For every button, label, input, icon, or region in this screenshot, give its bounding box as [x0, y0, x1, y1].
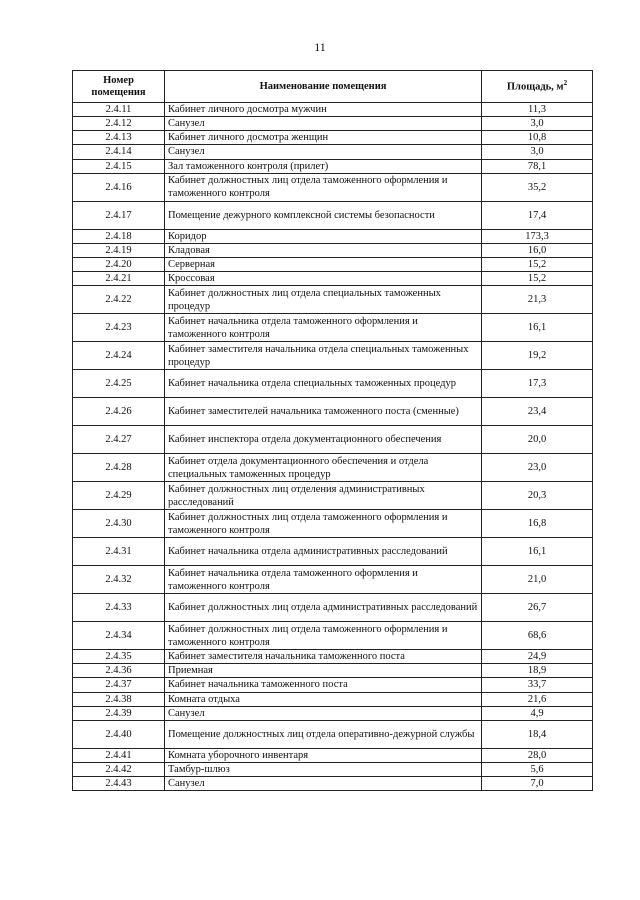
- room-area: 17,3: [482, 370, 593, 398]
- room-name: Кабинет должностных лиц отдела специальных таможенных процедур: [165, 286, 482, 314]
- table-row: [73, 538, 593, 566]
- room-name: Приемная: [165, 664, 482, 678]
- room-name: Кабинет начальника отдела административных расследований: [165, 538, 482, 566]
- room-number: 2.4.41: [73, 748, 165, 762]
- room-area: 18,9: [482, 664, 593, 678]
- table-row: [73, 201, 593, 229]
- table-row: [73, 103, 593, 117]
- table-row: [73, 594, 593, 622]
- room-number: 2.4.39: [73, 706, 165, 720]
- room-name: Санузел: [165, 117, 482, 131]
- room-name: Кабинет должностных лиц отделения административных расследований: [165, 482, 482, 510]
- room-number: 2.4.37: [73, 678, 165, 692]
- table-row: [73, 243, 593, 257]
- table-row: [73, 622, 593, 650]
- table-row: [73, 762, 593, 776]
- room-number: 2.4.27: [73, 426, 165, 454]
- room-name: Кабинет личного досмотра женщин: [165, 131, 482, 145]
- table-row: [73, 314, 593, 342]
- table-row: [73, 678, 593, 692]
- room-area: 16,1: [482, 314, 593, 342]
- table-row: [73, 426, 593, 454]
- room-area: 11,3: [482, 103, 593, 117]
- room-name: Комната отдыха: [165, 692, 482, 706]
- page-number: 11: [314, 40, 326, 54]
- room-name: Помещение должностных лиц отдела оперативно-дежурной службы: [165, 720, 482, 748]
- room-area: 18,4: [482, 720, 593, 748]
- room-name: Кабинет должностных лиц отдела таможенного оформления и таможенного контроля: [165, 622, 482, 650]
- table-row: [73, 398, 593, 426]
- room-area: 173,3: [482, 229, 593, 243]
- room-area: 15,2: [482, 272, 593, 286]
- room-name: Кабинет начальника отдела специальных таможенных процедур: [165, 370, 482, 398]
- table-row: [73, 145, 593, 159]
- room-name: Кабинет должностных лиц отдела таможенного оформления и таможенного контроля: [165, 173, 482, 201]
- table-row: [73, 342, 593, 370]
- room-area: 68,6: [482, 622, 593, 650]
- room-name: Кабинет начальника отдела таможенного оформления и таможенного контроля: [165, 314, 482, 342]
- table-row: [73, 748, 593, 762]
- table-row: [73, 286, 593, 314]
- room-area: 16,8: [482, 510, 593, 538]
- room-area: 35,2: [482, 173, 593, 201]
- room-number: 2.4.32: [73, 566, 165, 594]
- room-area: 3,0: [482, 145, 593, 159]
- table-row: [73, 664, 593, 678]
- header-room-number: Номер помещения: [73, 71, 165, 103]
- room-number: 2.4.36: [73, 664, 165, 678]
- room-number: 2.4.15: [73, 159, 165, 173]
- room-name: Помещение дежурного комплексной системы безопасности: [165, 201, 482, 229]
- room-area: 26,7: [482, 594, 593, 622]
- table-row: [73, 510, 593, 538]
- header-area-label: Площадь, м: [506, 81, 564, 93]
- table-row: [73, 159, 593, 173]
- table-row: [73, 173, 593, 201]
- room-area: 4,9: [482, 706, 593, 720]
- room-name: Кабинет отдела документационного обеспечения и отдела специальных таможенных процедур: [165, 454, 482, 482]
- room-number: 2.4.30: [73, 510, 165, 538]
- table-row: [73, 272, 593, 286]
- room-area: 16,1: [482, 538, 593, 566]
- room-name: Коридор: [165, 229, 482, 243]
- table-row: [73, 131, 593, 145]
- room-area: 24,9: [482, 650, 593, 664]
- table-row: [73, 370, 593, 398]
- room-area: 23,0: [482, 454, 593, 482]
- room-name: Кабинет начальника таможенного поста: [165, 678, 482, 692]
- room-name: Кроссовая: [165, 272, 482, 286]
- room-name: Кабинет заместителя начальника отдела специальных таможенных процедур: [165, 342, 482, 370]
- room-name: Кабинет личного досмотра мужчин: [165, 103, 482, 117]
- room-name: Комната уборочного инвентаря: [165, 748, 482, 762]
- room-number: 2.4.23: [73, 314, 165, 342]
- header-room-name: Наименование помещения: [165, 71, 482, 103]
- room-number: 2.4.14: [73, 145, 165, 159]
- room-number: 2.4.28: [73, 454, 165, 482]
- room-number: 2.4.17: [73, 201, 165, 229]
- rooms-table: [72, 70, 593, 791]
- room-number: 2.4.34: [73, 622, 165, 650]
- room-area: 20,0: [482, 426, 593, 454]
- room-number: 2.4.33: [73, 594, 165, 622]
- room-area: 20,3: [482, 482, 593, 510]
- table-row: [73, 454, 593, 482]
- room-number: 2.4.22: [73, 286, 165, 314]
- room-number: 2.4.40: [73, 720, 165, 748]
- room-area: 10,8: [482, 131, 593, 145]
- room-number: 2.4.25: [73, 370, 165, 398]
- room-number: 2.4.16: [73, 173, 165, 201]
- room-number: 2.4.12: [73, 117, 165, 131]
- room-name: Серверная: [165, 257, 482, 271]
- room-area: 17,4: [482, 201, 593, 229]
- table-header-row: [73, 71, 593, 103]
- room-area: 16,0: [482, 243, 593, 257]
- room-number: 2.4.35: [73, 650, 165, 664]
- room-number: 2.4.18: [73, 229, 165, 243]
- room-name: Кабинет должностных лиц отдела административных расследований: [165, 594, 482, 622]
- room-name: Кабинет заместителей начальника таможенного поста (сменные): [165, 398, 482, 426]
- header-area-superscript: 2: [563, 78, 568, 87]
- room-name: Кабинет инспектора отдела документационного обеспечения: [165, 426, 482, 454]
- table-row: [73, 720, 593, 748]
- room-area: 21,0: [482, 566, 593, 594]
- room-name: Санузел: [165, 706, 482, 720]
- table-row: [73, 650, 593, 664]
- room-area: 15,2: [482, 257, 593, 271]
- table-row: [73, 117, 593, 131]
- room-area: 78,1: [482, 159, 593, 173]
- room-name: Санузел: [165, 145, 482, 159]
- table-row: [73, 566, 593, 594]
- room-number: 2.4.11: [73, 103, 165, 117]
- room-number: 2.4.13: [73, 131, 165, 145]
- room-area: 33,7: [482, 678, 593, 692]
- room-area: 21,3: [482, 286, 593, 314]
- room-number: 2.4.20: [73, 257, 165, 271]
- room-area: 5,6: [482, 762, 593, 776]
- room-number: 2.4.43: [73, 777, 165, 791]
- table-row: [73, 692, 593, 706]
- room-name: Кабинет заместителя начальника таможенного поста: [165, 650, 482, 664]
- table-row: [73, 229, 593, 243]
- table-row: [73, 777, 593, 791]
- table-row: [73, 482, 593, 510]
- header-area: [482, 71, 593, 103]
- room-name: Кладовая: [165, 243, 482, 257]
- room-number: 2.4.38: [73, 692, 165, 706]
- room-area: 7,0: [482, 777, 593, 791]
- room-name: Санузел: [165, 777, 482, 791]
- room-name: Тамбур-шлюз: [165, 762, 482, 776]
- room-area: 23,4: [482, 398, 593, 426]
- room-number: 2.4.24: [73, 342, 165, 370]
- room-name: Кабинет начальника отдела таможенного оформления и таможенного контроля: [165, 566, 482, 594]
- room-area: 3,0: [482, 117, 593, 131]
- room-area: 28,0: [482, 748, 593, 762]
- room-number: 2.4.19: [73, 243, 165, 257]
- room-area: 19,2: [482, 342, 593, 370]
- room-name: Кабинет должностных лиц отдела таможенного оформления и таможенного контроля: [165, 510, 482, 538]
- room-number: 2.4.21: [73, 272, 165, 286]
- table-row: [73, 706, 593, 720]
- room-number: 2.4.26: [73, 398, 165, 426]
- room-number: 2.4.29: [73, 482, 165, 510]
- room-name: Зал таможенного контроля (прилет): [165, 159, 482, 173]
- table-row: [73, 257, 593, 271]
- room-number: 2.4.31: [73, 538, 165, 566]
- room-number: 2.4.42: [73, 762, 165, 776]
- room-area: 21,6: [482, 692, 593, 706]
